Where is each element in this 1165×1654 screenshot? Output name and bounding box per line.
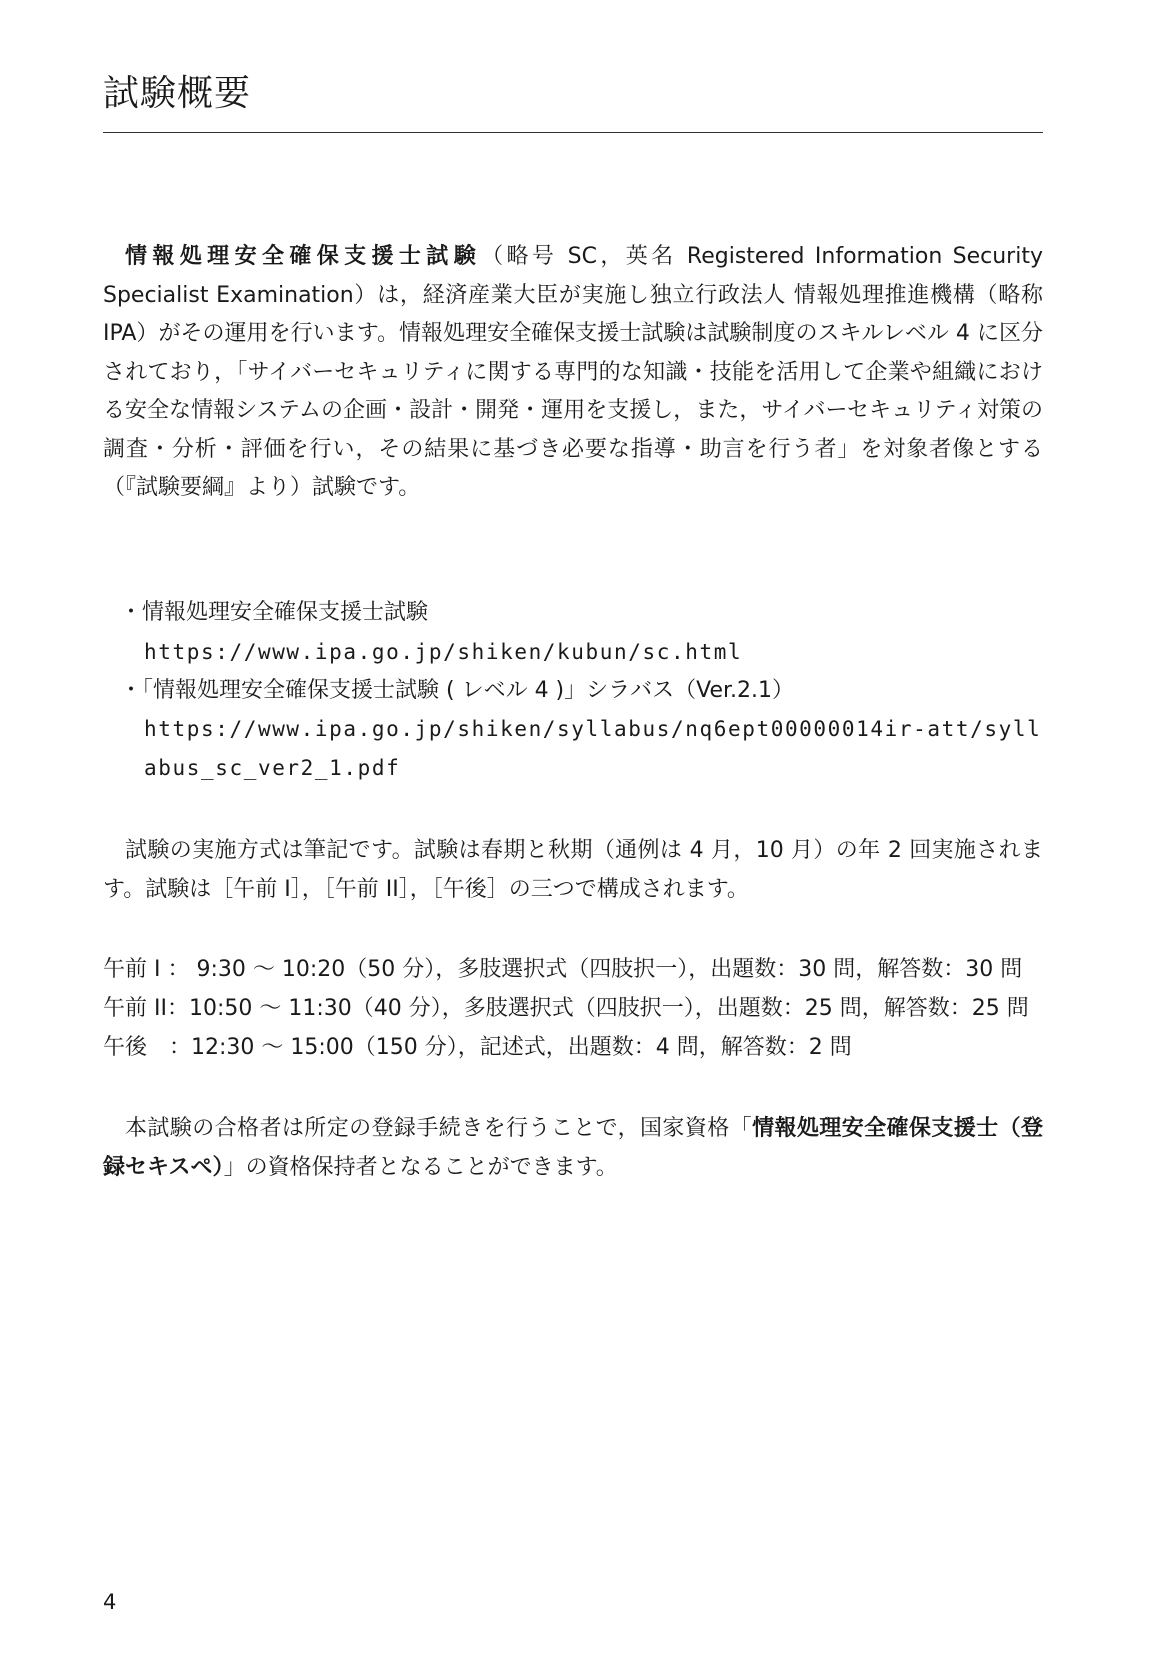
link-url-exam[interactable]: https://www.ipa.go.jp/shiken/kubun/sc.html bbox=[144, 639, 743, 664]
link-url-syllabus[interactable]: https://www.ipa.go.jp/shiken/syllabus/nq6ept00000014ir-att/syllabus_sc_ver2_1.pdf bbox=[144, 717, 1042, 780]
title-divider bbox=[103, 132, 1043, 133]
list-item bbox=[120, 672, 1050, 789]
list-item bbox=[120, 594, 1050, 672]
qualification-bold: 情報処理安全確保支援士（登録セキスペ） bbox=[103, 1116, 1043, 1180]
qualification-text-before: 本試験の合格者は所定の登録手続きを行うことで，国家資格「 bbox=[125, 1116, 753, 1141]
intro-bold-lead: 情報処理安全確保支援士試験 bbox=[125, 244, 482, 269]
exam-schedule bbox=[103, 950, 1043, 1067]
schedule-row-morning-2: 午前 II：10:50 〜 11:30（40 分），多肢選択式（四肢択一），出題数：25 問，解答数：25 問 bbox=[103, 996, 1029, 1021]
intro-paragraph bbox=[103, 238, 1043, 508]
page-number: 4 bbox=[103, 1590, 117, 1614]
link-title-exam: ・情報処理安全確保支援士試験 bbox=[120, 600, 429, 625]
link-title-syllabus: ・「情報処理安全確保支援士試験 ( レベル 4 )」シラバス（Ver.2.1） bbox=[120, 677, 795, 703]
exam-method-paragraph: 試験の実施方式は筆記です。試験は春期と秋期（通例は 4 月，10 月）の年 2 回実施されます。試験は［午前 I］，［午前 II］，［午後］の三つで構成されます。 bbox=[103, 838, 1043, 902]
qualification-paragraph bbox=[103, 1110, 1043, 1187]
intro-text: （略号 SC，英名 Registered Information Security Specialist Examination）は，経済産業大臣が実施し独立行政法人 情報処理推進機構（略称 IPA）がその運用を行います。情報処理安全確保支援士試験は試験制度のスキルレベル 4 に区分されており，「サイバーセキュリティに関する専門的な知識・技能を活用して企業や組織における安全な情報システムの企画・設計・開発・運用を支援し，また，サイバーセキュリティ対策の調査・分析・評価を行い，その結果に基づき必要な指導・助言を行う者」を対象者像とする（『試験要綱』より）試験です。 bbox=[103, 244, 1043, 500]
page-title: 試験概要 bbox=[103, 73, 252, 114]
schedule-row-morning-1: 午前 I ： 9:30 〜 10:20（50 分），多肢選択式（四肢択一），出題数：30 問，解答数：30 問 bbox=[103, 957, 1023, 982]
reference-link-list bbox=[120, 594, 1050, 788]
schedule-row-afternoon: 午後 ：12:30 〜 15:00（150 分），記述式，出題数：4 問，解答数：2 問 bbox=[103, 1035, 852, 1060]
qualification-text-after: 」の資格保持者となることができます。 bbox=[223, 1154, 618, 1180]
